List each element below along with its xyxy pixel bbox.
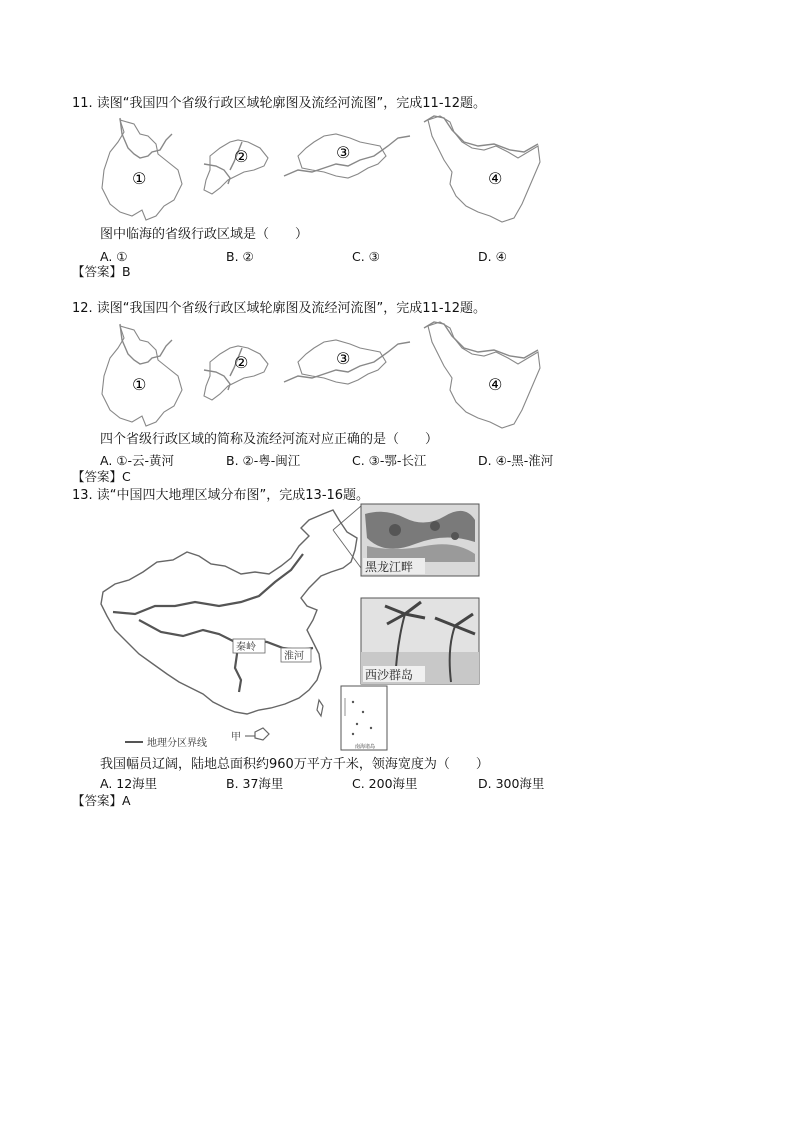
q11-answer: 【答案】B bbox=[72, 264, 131, 279]
taiwan-outline bbox=[317, 700, 323, 716]
province-1-outline bbox=[102, 324, 182, 426]
jia-label: 甲 bbox=[231, 732, 241, 743]
huaihe-label: 淮河 bbox=[284, 651, 304, 662]
q12-stem: 12. 读图“我国四个省级行政区域轮廓图及流经河流图”，完成11-12题。 bbox=[72, 301, 487, 316]
province-1-outline bbox=[102, 118, 182, 220]
hainan-outline bbox=[255, 728, 269, 740]
q13-option-a: A. 12海里 bbox=[100, 776, 158, 791]
q13-option-d: D. 300海里 bbox=[478, 776, 545, 791]
marker-4: ④ bbox=[488, 169, 503, 188]
q13-question: 我国幅员辽阔，陆地总面积约960万平方千米，领海宽度为（ ） bbox=[100, 757, 489, 772]
china-regions-map-figure bbox=[95, 502, 485, 752]
q13-option-c: C. 200海里 bbox=[352, 776, 418, 791]
marker-2: ② bbox=[234, 147, 249, 166]
province-4-outline bbox=[424, 322, 540, 428]
qinghai-tibet-boundary bbox=[139, 620, 241, 692]
q11-question: 图中临海的省级行政区域是（ ） bbox=[100, 227, 309, 242]
legend-label: 地理分区界线 bbox=[147, 738, 207, 749]
province-2-outline bbox=[204, 346, 268, 400]
q11-option-a: A. ① bbox=[100, 249, 128, 264]
q11-province-outlines-figure bbox=[98, 112, 548, 230]
q12-option-b: B. ②-粤-闽江 bbox=[226, 453, 301, 468]
q12-question: 四个省级行政区域的简称及流经河流对应正确的是（ ） bbox=[100, 432, 439, 447]
q12-answer: 【答案】C bbox=[72, 469, 131, 484]
province-4-outline bbox=[424, 116, 540, 222]
marker-1: ① bbox=[132, 169, 147, 188]
q13-option-b: B. 37海里 bbox=[226, 776, 284, 791]
province-3-outline bbox=[284, 134, 410, 178]
q11-option-c: C. ③ bbox=[352, 249, 380, 264]
inset-label: 南海诸岛 bbox=[354, 744, 376, 750]
province-2-outline bbox=[204, 140, 268, 194]
photo-heilongjiang bbox=[361, 504, 479, 576]
q13-stem: 13. 读“中国四大地理区域分布图”，完成13-16题。 bbox=[72, 488, 370, 503]
province-3-outline bbox=[284, 340, 410, 384]
photo-xisha-label: 西沙群岛 bbox=[365, 668, 414, 682]
q13-answer: 【答案】A bbox=[72, 793, 131, 808]
marker-3: ③ bbox=[336, 349, 351, 368]
marker-2: ② bbox=[234, 353, 249, 372]
south-china-sea-inset bbox=[341, 686, 387, 750]
q12-option-d: D. ④-黑-淮河 bbox=[478, 453, 554, 468]
north-northwest-boundary bbox=[113, 554, 303, 614]
q11-option-d: D. ④ bbox=[478, 249, 507, 264]
q11-stem: 11. 读图“我国四个省级行政区域轮廓图及流经河流图”，完成11-12题。 bbox=[72, 96, 487, 111]
qinling-label: 秦岭 bbox=[236, 642, 256, 653]
marker-1: ① bbox=[132, 375, 147, 394]
q12-province-outlines-figure bbox=[98, 318, 548, 436]
q11-option-b: B. ② bbox=[226, 249, 254, 264]
marker-4: ④ bbox=[488, 375, 503, 394]
q12-option-a: A. ①-云-黄河 bbox=[100, 453, 175, 468]
marker-3: ③ bbox=[336, 143, 351, 162]
photo-xisha bbox=[361, 598, 479, 684]
q12-option-c: C. ③-鄂-长江 bbox=[352, 453, 427, 468]
photo-heilongjiang-label: 黑龙江畔 bbox=[365, 560, 414, 574]
